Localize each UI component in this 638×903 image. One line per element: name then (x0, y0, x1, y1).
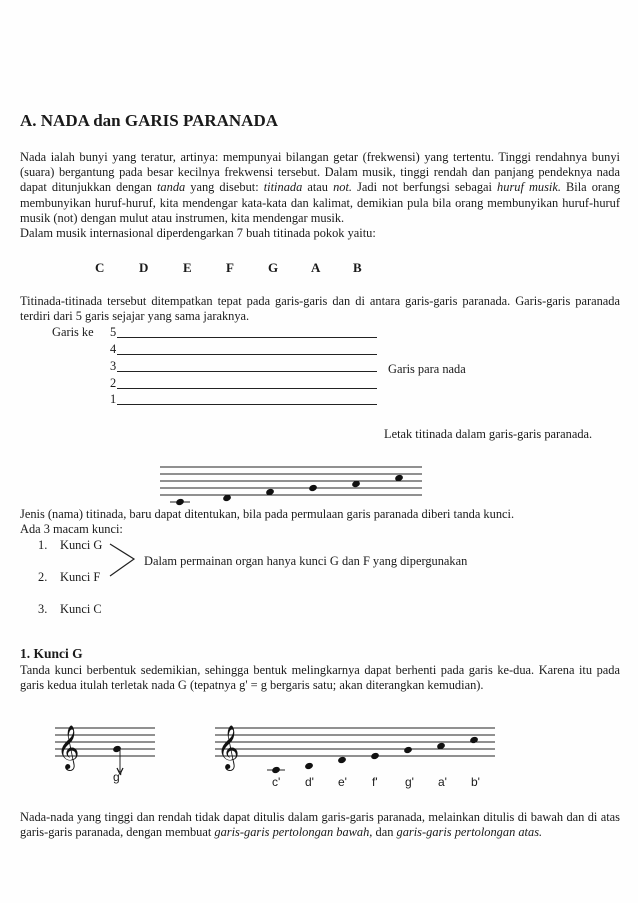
kunci-item-2-num: 2. (38, 570, 48, 584)
intro-not: not. (333, 180, 352, 195)
staff-line-2 (117, 388, 377, 389)
treble-clef-icon-2: 𝄞 (217, 725, 240, 769)
scale-note-c (271, 766, 281, 774)
note-f: F (226, 260, 234, 275)
staff-line-1 (117, 404, 377, 405)
scale-label-a: a' (438, 775, 447, 789)
intro-tanda: tanda (156, 180, 186, 195)
note-d: D (139, 260, 149, 275)
kunci-item-1-label: Kunci G (60, 538, 103, 552)
note-e: E (183, 260, 192, 275)
scale-note-f (370, 752, 380, 760)
scale-note-d (304, 762, 314, 770)
section-title: A. NADA dan GARIS PARANADA (20, 111, 279, 130)
scale-label-b: b' (471, 775, 480, 789)
final-bawah: garis-garis pertolongan bawah, (214, 825, 373, 840)
intro-titinada: titinada (263, 180, 303, 195)
intro-last-line: Dalam musik internasional diperdengarkan 7 buah titinada pokok yaitu: (20, 226, 376, 240)
note-head-4 (308, 484, 318, 492)
scale-label-c: c' (272, 775, 281, 789)
brace-text: Dalam permainan organ hanya kunci G dan F yang dipergunakan (144, 554, 468, 568)
intro-huruf-musik: huruf musik. (497, 180, 561, 195)
letak-caption: Letak titinada dalam garis-garis paranada. (384, 427, 593, 441)
ada-text: Ada 3 macam kunci: (20, 522, 123, 536)
line-number-5: 5 (110, 325, 117, 339)
treble-staff-scale (215, 720, 495, 780)
scale-label-f: f' (372, 775, 378, 789)
brace-icon (108, 540, 138, 580)
kunci-item-2-label: Kunci F (60, 570, 101, 584)
line-number-2: 2 (110, 376, 117, 390)
note-b: B (353, 260, 362, 275)
staff-line-3 (117, 371, 377, 372)
kunci-g-title: 1. Kunci G (20, 646, 83, 661)
staff-line-4 (117, 354, 377, 355)
final-dan: dan (375, 825, 394, 840)
note-head-1 (175, 498, 185, 506)
intro-text-2: yang disebut: (190, 180, 259, 195)
line-number-4: 4 (110, 342, 117, 356)
paranada-paragraph: Titinada-titinada tersebut ditempatkan tepat pada garis-garis dan di antara garis-garis paranada. Garis-garis paranada terdiri dari 5 garis sejajar yang sama jaraknya. (20, 294, 620, 324)
final-paragraph (20, 810, 620, 840)
kunci-item-3-label: Kunci C (60, 602, 102, 616)
scale-note-e (337, 756, 347, 764)
note-c: C (95, 260, 105, 275)
line-number-1: 1 (110, 392, 117, 406)
treble-clef-icon: 𝄞 (57, 725, 80, 769)
treble-staff-small (55, 720, 155, 780)
scale-note-b (469, 736, 479, 744)
intro-paragraph (20, 150, 620, 226)
scale-note-g (403, 746, 413, 754)
final-atas: garis-garis pertolongan atas. (396, 825, 543, 840)
scale-label-d: d' (305, 775, 314, 789)
note-a: A (311, 260, 321, 275)
notes-staff-figure (160, 462, 422, 508)
intro-atau: atau (307, 180, 328, 195)
scale-label-e: e' (338, 775, 347, 789)
garis-ke-label: Garis ke (52, 325, 94, 339)
scale-label-g: g' (405, 775, 414, 789)
staff-line-5 (117, 337, 377, 338)
kunci-item-1-num: 1. (38, 538, 48, 552)
intro-text-4: Bila orang membunyikan huruf-huruf, kita mendengar kata-kata dan kalimat, demikian pula bila orang membunyikan huruf-huruf musik (not) dengan mulut atau instrumen, kita mendengar musik. (20, 180, 620, 225)
intro-text-1: Nada ialah bunyi yang teratur, artinya: mempunyai bilangan getar (frekwensi) yang tertentu. Tinggi rendahnya bunyi (suara) bergantung pada besar kecilnya frekwensi tersebut. Dalam musik, tinggi rendah dan panjang pendeknya nada dapat ditunjukkan dengan (20, 150, 620, 195)
intro-text-3: Jadi not berfungsi sebagai (357, 180, 492, 195)
final-text-1: Nada-nada yang tinggi dan rendah tidak dapat ditulis dalam garis-garis paranada, melainkan ditulis di bawah dan di atas garis-garis paranada, dengan membuat (20, 810, 620, 840)
note-g: G (268, 260, 279, 275)
g-note-label: g' (113, 770, 122, 784)
jenis-text: Jenis (nama) titinada, baru dapat ditentukan, bila pada permulaan garis paranada diberi tanda kunci. (20, 507, 515, 521)
garis-para-nada-label: Garis para nada (388, 362, 466, 376)
line-number-3: 3 (110, 359, 117, 373)
kunci-g-text: Tanda kunci berbentuk sedemikian, sehingga bentuk melingkarnya dapat berhenti pada garis ke-dua. Karena itu pada garis kedua itulah terletak nada G (tepatnya g' = g bergaris satu; akan diterangkan kemudian). (20, 663, 620, 693)
kunci-item-3-num: 3. (38, 602, 48, 616)
